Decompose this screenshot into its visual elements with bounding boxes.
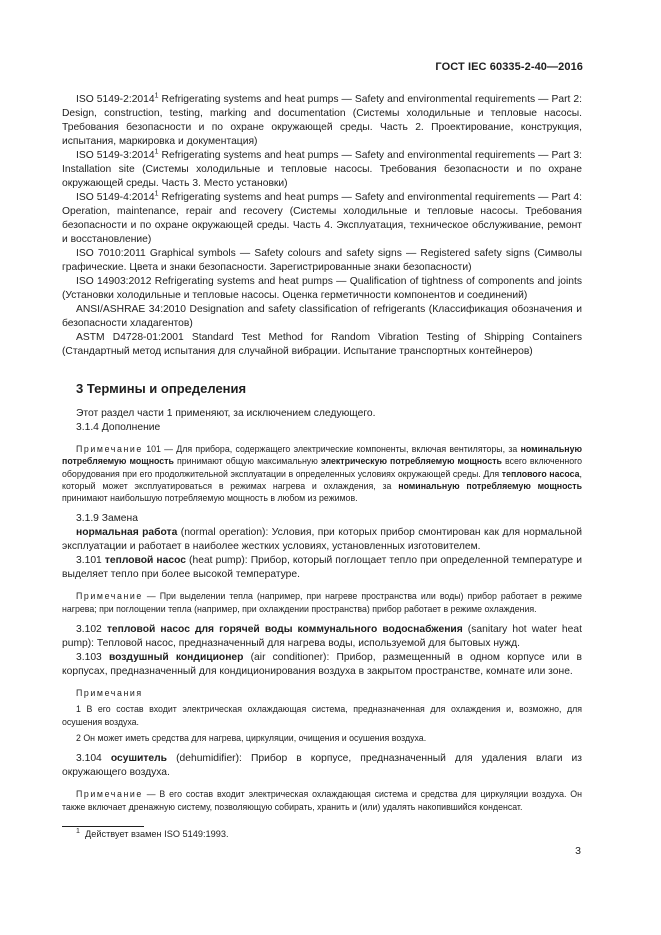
reference-item: ASTM D4728-01:2001 Standard Test Method for Random Vibration Testing of Shipping Containers (Стандартный метод испытания для случайной вибрации. Испытание транспортных контейнеров) (62, 332, 582, 357)
section-heading: 3 Термины и определения (76, 381, 247, 396)
definition-3-103: 3.103 воздушный кондиционер (air conditioner): Прибор, размещенный в одном корпусе или в корпусах, предназначенный для кондиционирования воздуха в закрытом пространстве, комнате или зоне. (62, 652, 582, 678)
definition-3-102: 3.102 тепловой насос для горячей воды коммунального водоснабжения (sanitary hot water heat pump): Тепловой насос, предназначенный для нагрева воды, используемой для бытовых нужд. (62, 624, 582, 650)
subclause-3-1-4: 3.1.4 Дополнение (76, 422, 161, 433)
definition-normal-operation: нормальная работа (normal operation): Условия, при которых прибор смонтирован как для нормальной эксплуатации и работает в наиболее жестких условиях, установленных изготовителем. (62, 527, 582, 553)
note-3-104: Примечание — В его состав входит электрическая охлаждающая система и средства для циркуляции воздуха. Он также включает дренажную систему, позволяющую собирать, хранить и (или) удалять накопившийся конденсат. (62, 789, 582, 812)
document-code-header: ГОСТ IEC 60335-2-40—2016 (435, 61, 583, 73)
note-3-101: Примечание — При выделении тепла (например, при нагреве пространства или воды) прибор работает в режиме нагрева; при поглощении тепла (например, при охлаждении пространства) прибор работает в режиме охлаждения. (62, 591, 582, 614)
definition-3-104: 3.104 осушитель (dehumidifier): Прибор в корпусе, предназначенный для удаления влаги из окружающего воздуха. (62, 753, 582, 779)
page-number: 3 (575, 845, 581, 857)
note-101: Примечание 101 — Для прибора, содержащего электрические компоненты, включая вентиляторы, за номинальную потребляемую мощность принимают общую максимальную электрическую потребляемую мощность всего включенного оборудования при его продолжительной эксплуатации в определенных условиях окружающей среды. Для теплового насоса, который может эксплуатироваться в режимах нагрева и охлаждения, за номинальную потребляемую мощность принимают наибольшую потребляемую мощность в любом из режимов. (62, 444, 583, 504)
definition-3-101: 3.101 тепловой насос (heat pump): Прибор, который поглощает тепло при определенной температуре и выделяет тепло при более высокой температуре. (62, 555, 582, 581)
reference-item: ISO 7010:2011 Graphical symbols — Safety colours and safety signs — Registered safety signs (Символы графические. Цвета и знаки безопасности. Зарегистрированные знаки безопасности) (62, 248, 582, 273)
reference-item: ANSI/ASHRAE 34:2010 Designation and safety classification of refrigerants (Классификация обозначения и безопасности хладагентов) (62, 304, 582, 329)
page-body (62, 93, 582, 813)
reference-item: ISO 5149-4:2014$^1$ Refrigerating systems and heat pumps — Safety and environmental requirements — Part 4: Operation, maintenance, repair and recovery (Системы холодильные и тепловые насосы. Требования безопасности и по охране окружающей среды. Часть 4. Эксплуатация, техническое обслуживание, ремонт и восстановление) (62, 190, 582, 245)
subclause-3-1-9: 3.1.9 Замена (76, 513, 138, 525)
note-3-103-item-1: 1 В его состав входит электрическая охлаждающая система, предназначенная для охлаждения и, возможно, для осушения воздуха. (62, 704, 582, 727)
footnote: $^1$ Действует взамен ISO 5149:1993. (76, 827, 229, 839)
note-3-103-item-2: 2 Он может иметь средства для нагрева, циркуляции, очищения и осушения воздуха. (76, 732, 427, 743)
reference-item: ISO 14903:2012 Refrigerating systems and heat pumps — Qualification of tightness of components and joints (Установки холодильные и тепловые насосы. Оценка герметичности компонентов и соединений) (62, 276, 583, 301)
notes-3-103-label: Примечания (76, 688, 143, 699)
normative-references-list (62, 93, 582, 359)
section-intro: Этот раздел части 1 применяют, за исключением следующего. (76, 408, 376, 419)
footnote-divider (62, 826, 144, 827)
reference-item: ISO 5149-3:2014$^1$ Refrigerating systems and heat pumps — Safety and environmental requirements — Part 3: Installation site (Системы холодильные и тепловые насосы. Требования безопасности и по охране окружающей среды. Часть 3. Место установки) (62, 148, 582, 189)
reference-item: ISO 5149-2:2014$^1$ Refrigerating systems and heat pumps — Safety and environmental requirements — Part 2: Design, construction, testing, marking and documentation (Системы холодильные и тепловые насосы. Требования безопасности и по охране окружающей среды. Часть 2. Проектирование, конструкция, испытания, маркировка и документация) (62, 92, 582, 147)
